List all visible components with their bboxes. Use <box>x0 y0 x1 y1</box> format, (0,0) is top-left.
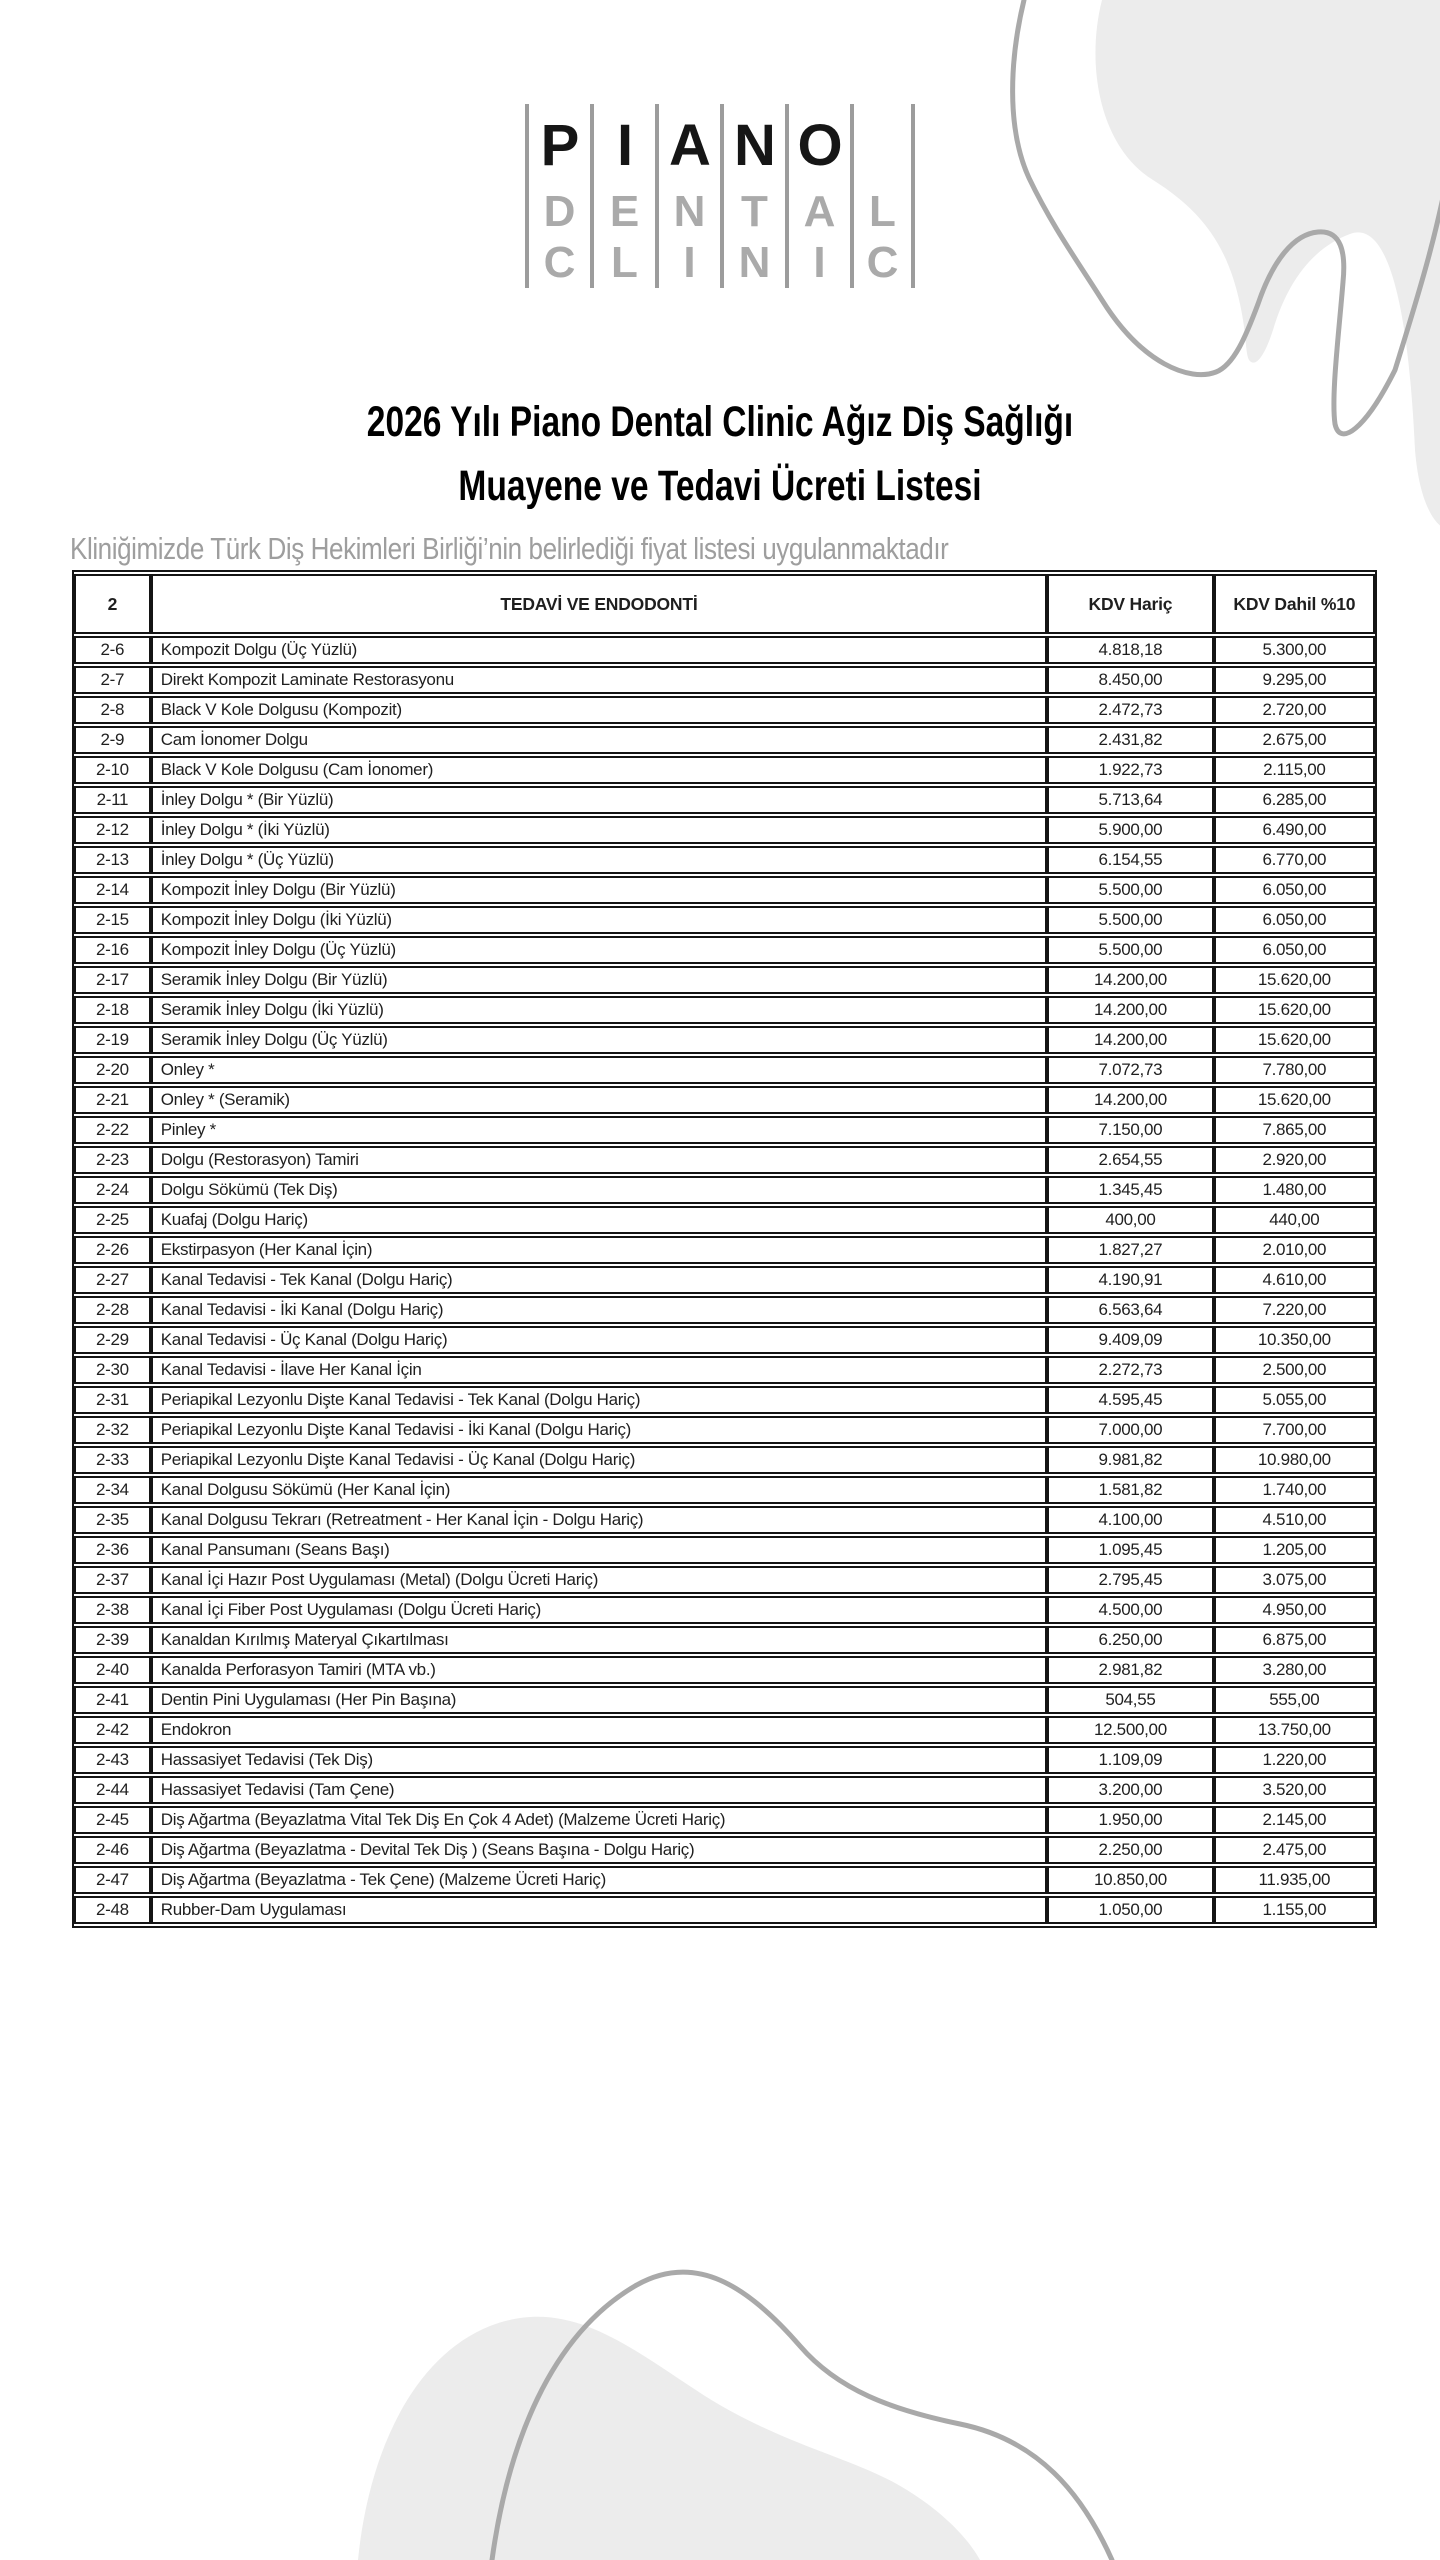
treatment-name: Kanalda Perforasyon Tamiri (MTA vb.) <box>151 1656 1047 1684</box>
row-code: 2-46 <box>74 1836 151 1864</box>
row-code: 2-27 <box>74 1266 151 1294</box>
price-kdv-dahil: 2.675,00 <box>1214 726 1375 754</box>
row-code: 2-14 <box>74 876 151 904</box>
row-code: 2-10 <box>74 756 151 784</box>
clinic-logo <box>525 104 915 288</box>
row-code: 2-19 <box>74 1026 151 1054</box>
row-code: 2-43 <box>74 1746 151 1774</box>
price-kdv-haric: 400,00 <box>1047 1206 1214 1234</box>
treatment-name: Kompozit İnley Dolgu (Bir Yüzlü) <box>151 876 1047 904</box>
treatment-name: Seramik İnley Dolgu (Bir Yüzlü) <box>151 966 1047 994</box>
price-kdv-haric: 1.581,82 <box>1047 1476 1214 1504</box>
price-kdv-dahil: 2.720,00 <box>1214 696 1375 724</box>
table-row <box>74 816 1375 844</box>
treatment-name: Kanal Tedavisi - İlave Her Kanal İçin <box>151 1356 1047 1384</box>
price-kdv-haric: 1.109,09 <box>1047 1746 1214 1774</box>
table-row <box>74 846 1375 874</box>
row-code: 2-48 <box>74 1896 151 1924</box>
price-kdv-haric: 7.150,00 <box>1047 1116 1214 1144</box>
price-kdv-dahil: 3.075,00 <box>1214 1566 1375 1594</box>
logo-letter: O <box>785 104 850 186</box>
table-row <box>74 1416 1375 1444</box>
treatment-name: Endokron <box>151 1716 1047 1744</box>
price-kdv-haric: 6.563,64 <box>1047 1296 1214 1324</box>
table-row <box>74 1566 1375 1594</box>
table-row <box>74 756 1375 784</box>
treatment-name: Kanaldan Kırılmış Materyal Çıkartılması <box>151 1626 1047 1654</box>
price-kdv-dahil: 11.935,00 <box>1214 1866 1375 1894</box>
row-code: 2-32 <box>74 1416 151 1444</box>
price-kdv-haric: 7.000,00 <box>1047 1416 1214 1444</box>
price-kdv-dahil: 2.145,00 <box>1214 1806 1375 1834</box>
logo-letter: N <box>655 186 720 237</box>
price-kdv-haric: 5.500,00 <box>1047 876 1214 904</box>
logo-letter: A <box>785 186 850 237</box>
price-kdv-haric: 1.050,00 <box>1047 1896 1214 1924</box>
price-kdv-dahil: 7.700,00 <box>1214 1416 1375 1444</box>
price-kdv-haric: 14.200,00 <box>1047 1086 1214 1114</box>
table-row <box>74 726 1375 754</box>
table-row <box>74 906 1375 934</box>
treatment-name: Kanal İçi Hazır Post Uygulaması (Metal) (Dolgu Ücreti Hariç) <box>151 1566 1047 1594</box>
treatment-name: Diş Ağartma (Beyazlatma - Devital Tek Diş ) (Seans Başına - Dolgu Hariç) <box>151 1836 1047 1864</box>
table-row <box>74 966 1375 994</box>
row-code: 2-42 <box>74 1716 151 1744</box>
treatment-name: Direkt Kompozit Laminate Restorasyonu <box>151 666 1047 694</box>
price-kdv-haric: 5.500,00 <box>1047 906 1214 934</box>
price-kdv-dahil: 15.620,00 <box>1214 966 1375 994</box>
row-code: 2-6 <box>74 636 151 664</box>
logo-letter: L <box>850 186 915 237</box>
price-kdv-dahil: 15.620,00 <box>1214 996 1375 1024</box>
row-code: 2-36 <box>74 1536 151 1564</box>
logo-letter: L <box>590 237 655 288</box>
logo-letter: D <box>525 186 590 237</box>
table-row <box>74 1116 1375 1144</box>
price-kdv-haric: 4.595,45 <box>1047 1386 1214 1414</box>
price-kdv-dahil: 6.285,00 <box>1214 786 1375 814</box>
price-kdv-haric: 2.250,00 <box>1047 1836 1214 1864</box>
row-code: 2-29 <box>74 1326 151 1354</box>
table-row <box>74 996 1375 1024</box>
treatment-name: Periapikal Lezyonlu Dişte Kanal Tedavisi - Tek Kanal (Dolgu Hariç) <box>151 1386 1047 1414</box>
treatment-name: Hassasiyet Tedavisi (Tam Çene) <box>151 1776 1047 1804</box>
col-header-section: 2 <box>74 574 151 634</box>
table-row <box>74 1236 1375 1264</box>
price-kdv-haric: 2.272,73 <box>1047 1356 1214 1384</box>
table-row <box>74 666 1375 694</box>
table-row <box>74 1356 1375 1384</box>
logo-letter: I <box>785 237 850 288</box>
logo-letter: C <box>850 237 915 288</box>
price-kdv-haric: 5.500,00 <box>1047 936 1214 964</box>
table-row <box>74 786 1375 814</box>
row-code: 2-26 <box>74 1236 151 1264</box>
price-kdv-haric: 4.500,00 <box>1047 1596 1214 1624</box>
row-code: 2-7 <box>74 666 151 694</box>
price-kdv-haric: 3.200,00 <box>1047 1776 1214 1804</box>
price-kdv-haric: 4.100,00 <box>1047 1506 1214 1534</box>
logo-letter: E <box>590 186 655 237</box>
treatment-name: Seramik İnley Dolgu (Üç Yüzlü) <box>151 1026 1047 1054</box>
price-kdv-dahil: 2.115,00 <box>1214 756 1375 784</box>
price-kdv-haric: 1.950,00 <box>1047 1806 1214 1834</box>
logo-letter: N <box>720 104 785 186</box>
table-row <box>74 1086 1375 1114</box>
table-row <box>74 1536 1375 1564</box>
table-row <box>74 1446 1375 1474</box>
tooth-decoration-bottom <box>280 2228 1160 2560</box>
treatment-name: Onley * <box>151 1056 1047 1084</box>
logo-letter: A <box>655 104 720 186</box>
treatment-name: Rubber-Dam Uygulaması <box>151 1896 1047 1924</box>
price-kdv-haric: 2.472,73 <box>1047 696 1214 724</box>
table-row <box>74 696 1375 724</box>
row-code: 2-16 <box>74 936 151 964</box>
page-title <box>158 390 1281 518</box>
row-code: 2-23 <box>74 1146 151 1174</box>
table-row <box>74 1596 1375 1624</box>
treatment-name: Dolgu (Restorasyon) Tamiri <box>151 1146 1047 1174</box>
table-row <box>74 1746 1375 1774</box>
row-code: 2-37 <box>74 1566 151 1594</box>
table-row <box>74 1176 1375 1204</box>
price-kdv-haric: 14.200,00 <box>1047 966 1214 994</box>
treatment-name: Kanal İçi Fiber Post Uygulaması (Dolgu Ücreti Hariç) <box>151 1596 1047 1624</box>
table-header-row <box>74 574 1375 634</box>
price-kdv-dahil: 4.510,00 <box>1214 1506 1375 1534</box>
row-code: 2-22 <box>74 1116 151 1144</box>
row-code: 2-13 <box>74 846 151 874</box>
price-kdv-haric: 1.827,27 <box>1047 1236 1214 1264</box>
price-kdv-dahil: 6.050,00 <box>1214 936 1375 964</box>
price-kdv-dahil: 7.780,00 <box>1214 1056 1375 1084</box>
treatment-name: Kompozit İnley Dolgu (İki Yüzlü) <box>151 906 1047 934</box>
price-kdv-haric: 504,55 <box>1047 1686 1214 1714</box>
page-title-line1: 2026 Yılı Piano Dental Clinic Ağız Diş Sağlığı <box>366 398 1074 446</box>
price-kdv-dahil: 3.280,00 <box>1214 1656 1375 1684</box>
table-row <box>74 1146 1375 1174</box>
price-kdv-dahil: 2.500,00 <box>1214 1356 1375 1384</box>
price-kdv-haric: 14.200,00 <box>1047 996 1214 1024</box>
table-row <box>74 1026 1375 1054</box>
table-row <box>74 876 1375 904</box>
logo-letter: P <box>525 104 590 186</box>
price-kdv-haric: 14.200,00 <box>1047 1026 1214 1054</box>
table-row <box>74 1776 1375 1804</box>
row-code: 2-20 <box>74 1056 151 1084</box>
price-kdv-dahil: 1.155,00 <box>1214 1896 1375 1924</box>
price-kdv-dahil: 440,00 <box>1214 1206 1375 1234</box>
row-code: 2-31 <box>74 1386 151 1414</box>
treatment-name: Kanal Dolgusu Tekrarı (Retreatment - Her Kanal İçin - Dolgu Hariç) <box>151 1506 1047 1534</box>
price-kdv-haric: 10.850,00 <box>1047 1866 1214 1894</box>
col-header-kdv-dahil: KDV Dahil %10 <box>1214 574 1375 634</box>
table-row <box>74 1626 1375 1654</box>
row-code: 2-15 <box>74 906 151 934</box>
row-code: 2-8 <box>74 696 151 724</box>
treatment-name: Kompozit İnley Dolgu (Üç Yüzlü) <box>151 936 1047 964</box>
table-row <box>74 1656 1375 1684</box>
price-kdv-haric: 2.795,45 <box>1047 1566 1214 1594</box>
price-kdv-dahil: 6.770,00 <box>1214 846 1375 874</box>
table-row <box>74 1206 1375 1234</box>
treatment-name: Black V Kole Dolgusu (Kompozit) <box>151 696 1047 724</box>
price-kdv-dahil: 10.350,00 <box>1214 1326 1375 1354</box>
logo-cell-empty <box>850 104 915 186</box>
table-row <box>74 1686 1375 1714</box>
price-kdv-haric: 6.250,00 <box>1047 1626 1214 1654</box>
table-row <box>74 636 1375 664</box>
row-code: 2-24 <box>74 1176 151 1204</box>
price-kdv-dahil: 5.055,00 <box>1214 1386 1375 1414</box>
price-kdv-dahil: 2.475,00 <box>1214 1836 1375 1864</box>
table-row <box>74 1476 1375 1504</box>
subtitle: Kliniğimizde Türk Diş Hekimleri Birliği’nin belirlediği fiyat listesi uygulanmaktadır <box>70 531 949 566</box>
table-row <box>74 1506 1375 1534</box>
treatment-name: Kanal Tedavisi - Tek Kanal (Dolgu Hariç) <box>151 1266 1047 1294</box>
price-kdv-haric: 2.654,55 <box>1047 1146 1214 1174</box>
price-kdv-dahil: 15.620,00 <box>1214 1086 1375 1114</box>
price-kdv-dahil: 5.300,00 <box>1214 636 1375 664</box>
price-kdv-dahil: 6.875,00 <box>1214 1626 1375 1654</box>
price-kdv-haric: 4.818,18 <box>1047 636 1214 664</box>
price-kdv-dahil: 555,00 <box>1214 1686 1375 1714</box>
logo-letter: T <box>720 186 785 237</box>
price-kdv-dahil: 3.520,00 <box>1214 1776 1375 1804</box>
price-kdv-haric: 9.981,82 <box>1047 1446 1214 1474</box>
treatment-name: Cam İonomer Dolgu <box>151 726 1047 754</box>
row-code: 2-9 <box>74 726 151 754</box>
treatment-name: Black V Kole Dolgusu (Cam İonomer) <box>151 756 1047 784</box>
table-row <box>74 1326 1375 1354</box>
price-kdv-dahil: 7.865,00 <box>1214 1116 1375 1144</box>
price-kdv-dahil: 1.205,00 <box>1214 1536 1375 1564</box>
price-kdv-dahil: 1.740,00 <box>1214 1476 1375 1504</box>
treatment-name: Dentin Pini Uygulaması (Her Pin Başına) <box>151 1686 1047 1714</box>
treatment-name: İnley Dolgu * (Üç Yüzlü) <box>151 846 1047 874</box>
table-row <box>74 1866 1375 1894</box>
row-code: 2-47 <box>74 1866 151 1894</box>
price-kdv-dahil: 2.010,00 <box>1214 1236 1375 1264</box>
price-kdv-dahil: 13.750,00 <box>1214 1716 1375 1744</box>
treatment-name: İnley Dolgu * (Bir Yüzlü) <box>151 786 1047 814</box>
treatment-name: Kanal Pansumanı (Seans Başı) <box>151 1536 1047 1564</box>
treatment-name: Onley * (Seramik) <box>151 1086 1047 1114</box>
price-kdv-haric: 5.900,00 <box>1047 816 1214 844</box>
row-code: 2-45 <box>74 1806 151 1834</box>
row-code: 2-17 <box>74 966 151 994</box>
row-code: 2-11 <box>74 786 151 814</box>
price-kdv-haric: 5.713,64 <box>1047 786 1214 814</box>
price-kdv-dahil: 1.480,00 <box>1214 1176 1375 1204</box>
price-kdv-dahil: 7.220,00 <box>1214 1296 1375 1324</box>
price-kdv-dahil: 4.950,00 <box>1214 1596 1375 1624</box>
treatment-name: Periapikal Lezyonlu Dişte Kanal Tedavisi - Üç Kanal (Dolgu Hariç) <box>151 1446 1047 1474</box>
price-kdv-dahil: 6.490,00 <box>1214 816 1375 844</box>
logo-letter: I <box>590 104 655 186</box>
price-kdv-haric: 7.072,73 <box>1047 1056 1214 1084</box>
table-row <box>74 936 1375 964</box>
row-code: 2-34 <box>74 1476 151 1504</box>
row-code: 2-44 <box>74 1776 151 1804</box>
price-kdv-haric: 1.345,45 <box>1047 1176 1214 1204</box>
table-row <box>74 1296 1375 1324</box>
price-kdv-dahil: 15.620,00 <box>1214 1026 1375 1054</box>
price-kdv-haric: 2.431,82 <box>1047 726 1214 754</box>
table-row <box>74 1386 1375 1414</box>
treatment-name: Kanal Dolgusu Sökümü (Her Kanal İçin) <box>151 1476 1047 1504</box>
table-row <box>74 1836 1375 1864</box>
logo-letter: N <box>720 237 785 288</box>
price-kdv-dahil: 2.920,00 <box>1214 1146 1375 1174</box>
logo-letter: C <box>525 237 590 288</box>
treatment-name: Dolgu Sökümü (Tek Diş) <box>151 1176 1047 1204</box>
row-code: 2-12 <box>74 816 151 844</box>
price-kdv-dahil: 10.980,00 <box>1214 1446 1375 1474</box>
treatment-name: Kanal Tedavisi - İki Kanal (Dolgu Hariç) <box>151 1296 1047 1324</box>
treatment-name: Diş Ağartma (Beyazlatma Vital Tek Diş En Çok 4 Adet) (Malzeme Ücreti Hariç) <box>151 1806 1047 1834</box>
page-title-line2: Muayene ve Tedavi Ücreti Listesi <box>458 462 982 510</box>
price-kdv-dahil: 4.610,00 <box>1214 1266 1375 1294</box>
tooth-blob-icon <box>358 2317 980 2560</box>
col-header-kdv-haric: KDV Hariç <box>1047 574 1214 634</box>
table-body <box>74 636 1375 1924</box>
row-code: 2-41 <box>74 1686 151 1714</box>
treatment-name: Seramik İnley Dolgu (İki Yüzlü) <box>151 996 1047 1024</box>
row-code: 2-28 <box>74 1296 151 1324</box>
price-kdv-haric: 4.190,91 <box>1047 1266 1214 1294</box>
row-code: 2-21 <box>74 1086 151 1114</box>
row-code: 2-38 <box>74 1596 151 1624</box>
price-kdv-dahil: 1.220,00 <box>1214 1746 1375 1774</box>
price-kdv-haric: 6.154,55 <box>1047 846 1214 874</box>
treatment-name: Periapikal Lezyonlu Dişte Kanal Tedavisi - İki Kanal (Dolgu Hariç) <box>151 1416 1047 1444</box>
price-kdv-dahil: 9.295,00 <box>1214 666 1375 694</box>
price-kdv-haric: 1.922,73 <box>1047 756 1214 784</box>
row-code: 2-35 <box>74 1506 151 1534</box>
table-row <box>74 1896 1375 1924</box>
table-row <box>74 1056 1375 1084</box>
treatment-name: Ekstirpasyon (Her Kanal İçin) <box>151 1236 1047 1264</box>
row-code: 2-40 <box>74 1656 151 1684</box>
treatment-name: Kuafaj (Dolgu Hariç) <box>151 1206 1047 1234</box>
logo-letter: I <box>655 237 720 288</box>
price-kdv-haric: 9.409,09 <box>1047 1326 1214 1354</box>
table-row <box>74 1716 1375 1744</box>
treatment-name: Pinley * <box>151 1116 1047 1144</box>
price-kdv-haric: 2.981,82 <box>1047 1656 1214 1684</box>
treatment-name: Kompozit Dolgu (Üç Yüzlü) <box>151 636 1047 664</box>
treatment-name: İnley Dolgu * (İki Yüzlü) <box>151 816 1047 844</box>
row-code: 2-39 <box>74 1626 151 1654</box>
treatment-name: Hassasiyet Tedavisi (Tek Diş) <box>151 1746 1047 1774</box>
price-kdv-dahil: 6.050,00 <box>1214 906 1375 934</box>
price-kdv-haric: 1.095,45 <box>1047 1536 1214 1564</box>
row-code: 2-18 <box>74 996 151 1024</box>
treatment-name: Kanal Tedavisi - Üç Kanal (Dolgu Hariç) <box>151 1326 1047 1354</box>
price-kdv-dahil: 6.050,00 <box>1214 876 1375 904</box>
price-table <box>72 570 1377 1928</box>
table-row <box>74 1266 1375 1294</box>
treatment-name: Diş Ağartma (Beyazlatma - Tek Çene) (Malzeme Ücreti Hariç) <box>151 1866 1047 1894</box>
row-code: 2-30 <box>74 1356 151 1384</box>
row-code: 2-33 <box>74 1446 151 1474</box>
price-kdv-haric: 8.450,00 <box>1047 666 1214 694</box>
price-kdv-haric: 12.500,00 <box>1047 1716 1214 1744</box>
table-row <box>74 1806 1375 1834</box>
col-header-treatment: TEDAVİ VE ENDODONTİ <box>151 574 1047 634</box>
table-header <box>74 574 1375 634</box>
row-code: 2-25 <box>74 1206 151 1234</box>
